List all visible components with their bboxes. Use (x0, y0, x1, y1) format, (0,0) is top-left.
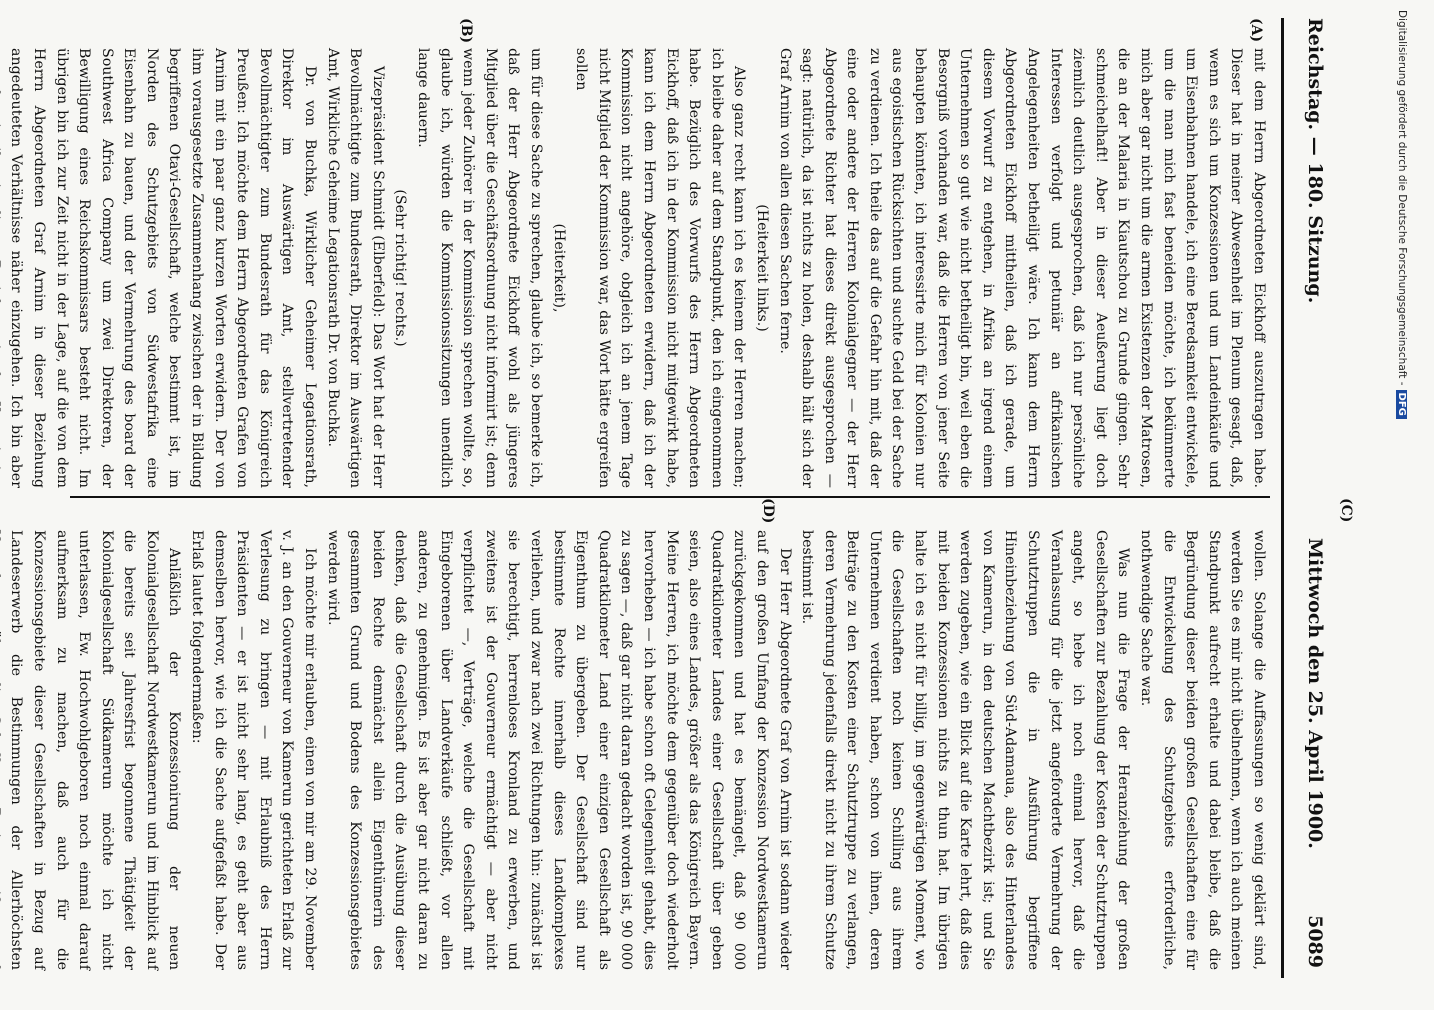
dfg-logo: DFG (1396, 390, 1407, 419)
paragraph: Also ganz recht kann ich es keinem der Herren machen; ich bleibe daher auf dem Standpunkt, den ich eingenommen habe. Bezüglich des Vorwurfs des Herrn Abgeordneten Eickhoff, daß ich in der Kommission nicht mitgewirkt habe, kann ich dem Herrn Abgeordneten erwidern, daß ich der Kommission nicht angehöre, obgleich ich an jenem Tage nicht Mitglied der Kommission war, das Wort hätte ergreifen sollen (573, 48, 748, 488)
interjection: (Heiterkeit links.) (753, 204, 770, 332)
column-divider (70, 496, 1270, 498)
interjection: (Sehr richtig! rechts.) (392, 189, 409, 347)
margin-marker-a: (A) (1248, 18, 1264, 43)
header-left-title: Reichstag. — 180. Sitzung. (1304, 18, 1326, 304)
margin-marker-c: (C) (1338, 498, 1354, 523)
paragraph: Ich möchte mir erlauben, einen von mir am 29. November v. J. an den Gouverneur von Kamerun gerichteten Erlaß zur Verlesung zu bringen — mit Erlaubniß des Herrn Präsidenten — er ist nicht sehr lang, es geht aber aus demselben hervor, wie ich die Sache aufgefaßt habe. Der Erlaß lautet folgendermaßen: (189, 530, 319, 970)
paragraph: Was nun die Frage der Heranziehung der großen Gesellschaften zur Bezahlung der Kosten der Schutztruppen angeht, so hebe ich noch einmal hervor, daß die Veranlassung für die jetzt angeforderte Vermehrung der Schutztruppen die in Ausführung begriffene Hineinbeziehung von Süd-Adamaua, also des Hinterlandes von Kamerun, in den deutschen Machtbezirk ist; und Sie werden zugeben, wie ein Blick auf die Karte lehrt, daß dies mit beiden Konzessionen nichts zu thun hat. Im übrigen halte ich es nicht für billig, im gegenwärtigen Moment, wo die Gesellschaften noch keinen Schilling aus ihrem Unternehmen verdient haben, schon von ihnen, deren Beiträge zu den Kosten einer Schutztruppe zu verlangen, deren Vermehrung jedenfalls direkt nicht zu ihrem Schutze bestimmt ist. (799, 530, 1132, 970)
interjection: (Heiterkeit), (550, 223, 567, 313)
paragraph: mit dem Herrn Abgeordneten Eickhoff auszutragen habe. Dieser hat in meiner Abwesenheit im Plenum gesagt, daß, wenn es sich um Konzessionen und um Landeinkäufe und um Eisenbahnen handele, ich eine Beredsamkeit entwickele, um die man mich fast beneiden möchte, ich bekümmerte mich aber gar nicht um die armen Existenzen der Matrosen, die an der Malaria in Kiautschou zu Grunde gingen. Sehr schmeichelhaft! Aber in dieser Aeußerung liegt doch ziemlich deutlich ausgesprochen, daß ich nur persönliche Interessen verfolgt und petuniär an afrikanischen Angelegenheiten betheiligt wäre. Ich kann dem Herrn Abgeordneten Eickhoff mittheilen, daß ich gerade, um diesem Vorwurf zu entgehen, in Afrika an irgend einem Unternehmen so gut wie nicht betheiligt bin, weil eben die Besorgniß vorhanden war, daß die Herren von jener Seite behaupten könnten, ich interessirte mich für Kolonien nur aus egoistischen Rücksichten und suchte Geld bei der Sache zu verdienen. Ich theile das auf die Gefahr hin mit, daß der eine oder andere der Herren Kolonialgegner — der Herr Abgeordnete Richter hat dieses direkt ausgesprochen — sagt: natürlich, da ist nichts zu holen, deshalb hält sich der Graf Arnim von allen diesen Sachen ferne. (776, 48, 1267, 488)
paragraph: Vizepräsident Schmidt (Elberfeld): Das Wort hat der Herr Bevollmächtigte zum Bundesrath, Direktor im Auswärtigen Amt, Wirkliche Geheime Legationsrath Dr. von Buchka. (324, 48, 386, 488)
header-right-date: Mittwoch den 25. April 1900. (1304, 538, 1326, 849)
quoted-decree-paragraph: Anläßlich der Konzessionirung der neuen Kolonialgesellschaft Nordwestkamerun und im Hinblick auf die bereits seit Jahresfrist begonnene Thätigkeit der Kolonialgesellschaft Südkamerun möchte ich nicht unterlassen, Ew. Hochwohlgeboren noch einmal darauf aufmerksam zu machen, daß auch für die Konzessionsgebiete dieser Gesellschaften in Bezug auf Landeserwerb die Bestimmungen der Allerhöchsten (8, 530, 183, 970)
paragraph: wollen. Solange die Auffassungen so wenig geklärt sind, werden Sie es mir nicht übelnehmen, wenn ich auch meinen Standpunkt aufrecht erhalte und dabei bleibe, daß die Begründung dieser beiden großen Gesellschaften eine für die Entwickelung des Schutzgebiets erforderliche, nothwendige Sache war. (1138, 530, 1267, 970)
page-header (1298, 18, 1326, 978)
margin-marker-d: (D) (760, 498, 776, 524)
right-text-column (8, 530, 1270, 970)
page-number: 5089 (1304, 915, 1326, 968)
digitization-credit (1388, 10, 1408, 1010)
document-page (8, 18, 1354, 978)
margin-marker-b: (B) (458, 18, 474, 44)
paragraph: Dr. von Buchka, Wirklicher Geheimer Legationsrath, Direktor im Auswärtigen Amt, stellvertretender Bevollmächtigter zum Bundesrath für das Königreich Preußen: Ich möchte dem Herrn Abgeordneten Grafen von Arnim mit ein paar ganz kurzen Worten erwidern. Der von ihm vorausgesetzte Zusammenhang zwischen der in Bildung begriffenen Otavi-Gesellschaft, welche bestimmt ist, im Norden des Schutzgebiets von Südwestafrika eine Eisenbahn zu bauen, und der Vermehrung des board der Southwest Africa Company um zwei Direktoren, der Bewilligung eines Reichskommissars besteht nicht. Im übrigen bin ich zur Zeit nicht in der Lage, auf die von dem Herrn Abgeordneten Graf Arnim in dieser Beziehung angedeuteten Verhältnisse näher einzugehen. Ich bin aber (8, 48, 319, 488)
paragraph: um für diese Sache zu sprechen, glaube ich, so bemerke ich, daß der Herr Abgeordnete Eickhoff wohl als jüngeres Mitglied über die Geschäftsordnung nicht informirt ist; denn wenn jeder Zuhörer in der Kommission sprechen wollte, so, glaube ich, würden die Kommissionssitzungen unendlich lange dauern. (415, 48, 544, 488)
paragraph: Der Herr Abgeordnete Graf von Arnim ist sodann wieder auf den großen Umfang der Konzession Nordwestkamerun zurückgekommen und hat es bemängelt, daß 90 000 Quadratkilometer Landes einer Gesellschaft über geben seien, also eines Landes, größer als das Königreich Bayern. Meine Herren, ich möchte dem gegenüber doch wiederholt hervorheben — ich habe schon oft Gelegenheit gehabt, dies zu sagen —, daß gar nicht daran gedacht worden ist, 90 000 Quadratkilometer Land einer einzigen Gesellschaft als Eigenthum zu übergeben. Der Gesellschaft sind nur bestimmte Rechte innerhalb dieses Landkomplexes verliehen, und zwar nach zwei Richtungen hin: zunächst ist sie berechtigt, herrenloses Kronland zu erwerben, und zweitens ist der Gouverneur ermächtigt — aber nicht verpflichtet —, Verträge, welche die Gesellschaft mit Eingeborenen über Landverkäufe schließt, vor allen anderen, zu genehmigen. Es ist aber gar nicht daran zu denken, daß die Gesellschaft durch die Ausübung dieser beiden Rechte demnächst allein Eigenthümerin des gesammten Grund und Bodens des Konzessionsgebietes werden wird. (324, 530, 793, 970)
credit-text: Digitalisierung gefördert durch die Deutsche Forschungsgemeinschaft - (1396, 10, 1408, 386)
left-text-column (8, 48, 1270, 488)
header-rule (1281, 18, 1284, 978)
